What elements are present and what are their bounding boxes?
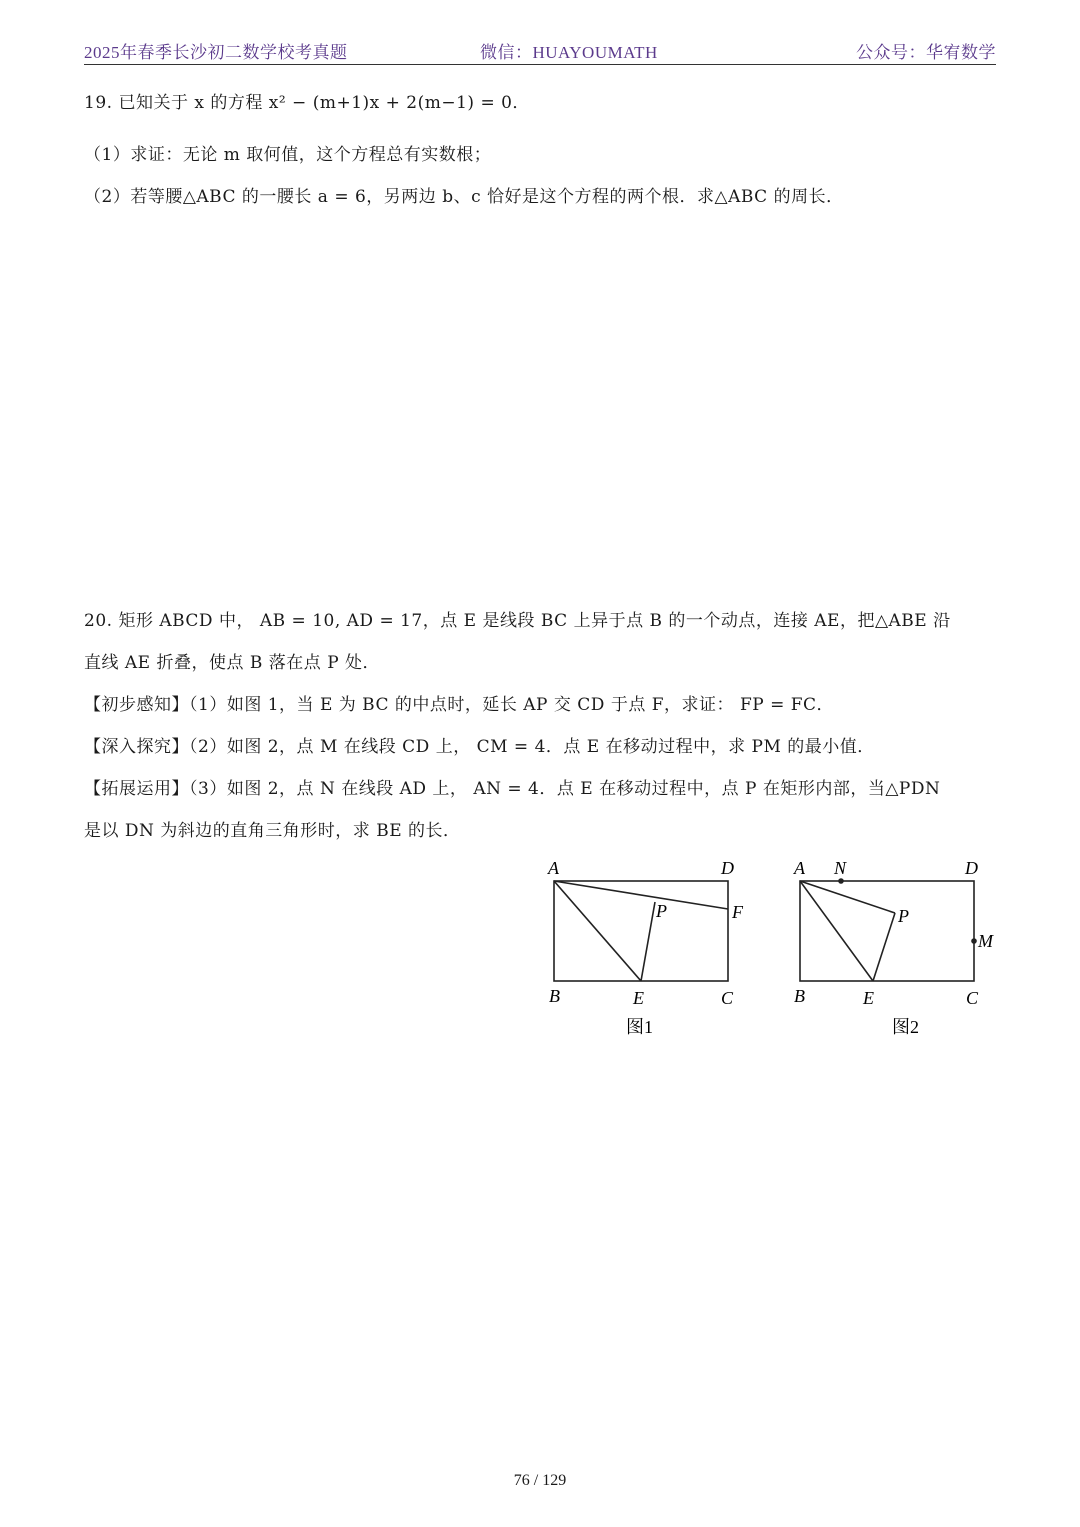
page-header (84, 36, 996, 65)
fig2-line-AP (800, 881, 895, 913)
fig2-label-M: M (978, 931, 993, 951)
fig2-caption: 图2 (892, 1017, 919, 1037)
q20-line2: 直线 AE 折叠，使点 B 落在点 P 处． (84, 653, 381, 673)
page-number: 76 / 129 (513, 1472, 567, 1489)
fig1-rectangle (554, 881, 728, 981)
q20-line5: 【拓展运用】（3）如图 2，点 N 在线段 AD 上， AN = 4．点 E 在移动过程中，点 P 在矩形内部，当△PDN (84, 779, 941, 799)
q20-line1: 20. 矩形 ABCD 中， AB = 10, AD = 17，点 E 是线段 BC 上异于点 B 的一个动点，连接 AE，把△ABE 沿 (84, 611, 951, 631)
figure-1 (540, 852, 760, 1042)
fig1-label-D: D (721, 858, 734, 878)
q19-stem: 19. 已知关于 x 的方程 x² − (m+1)x + 2(m−1) = 0． (84, 93, 530, 113)
header-title: 2025年春季长沙初二数学校考真题 (84, 43, 348, 62)
fig1-label-F: F (732, 902, 743, 922)
fig1-label-C: C (721, 988, 734, 1008)
q20-line6: 是以 DN 为斜边的直角三角形时，求 BE 的长． (84, 821, 461, 841)
fig1-caption: 图1 (626, 1017, 653, 1037)
fig2-label-P: P (898, 906, 909, 926)
fig1-line-AF (554, 881, 728, 909)
q20-line3: 【初步感知】（1）如图 1，当 E 为 BC 的中点时，延长 AP 交 CD 于点 F，求证： FP = FC． (84, 695, 835, 715)
fig1-label-A: A (548, 858, 559, 878)
figure-2 (786, 852, 1006, 1042)
fig2-label-C: C (966, 988, 979, 1008)
fig2-rectangle (800, 881, 974, 981)
fig2-line-AE (800, 881, 873, 981)
fig1-label-P: P (656, 901, 667, 921)
fig2-label-D: D (965, 858, 978, 878)
q20-line4: 【深入探究】（2）如图 2，点 M 在线段 CD 上， CM = 4．点 E 在移动过程中，求 PM 的最小值． (84, 737, 875, 757)
fig2-label-N: N (834, 858, 847, 878)
q19-part1: （1）求证：无论 m 取何值，这个方程总有实数根； (84, 145, 492, 165)
fig1-line-EP (641, 902, 655, 981)
fig1-label-B: B (549, 986, 560, 1006)
q19-part2: （2）若等腰△ABC 的一腰长 a = 6，另两边 b、c 恰好是这个方程的两个根．求△ABC 的周长． (84, 187, 844, 207)
fig2-label-B: B (794, 986, 805, 1006)
fig1-label-E: E (633, 988, 644, 1008)
fig2-label-A: A (794, 858, 805, 878)
fig2-point-N (838, 878, 844, 884)
header-wechat: 微信：HUAYOUMATH (480, 43, 658, 62)
fig1-line-AE (554, 881, 641, 981)
fig2-label-E: E (863, 988, 874, 1008)
fig2-point-M (971, 938, 977, 944)
header-account: 公众号：华宥数学 (856, 43, 996, 62)
fig2-line-EP (873, 913, 895, 981)
